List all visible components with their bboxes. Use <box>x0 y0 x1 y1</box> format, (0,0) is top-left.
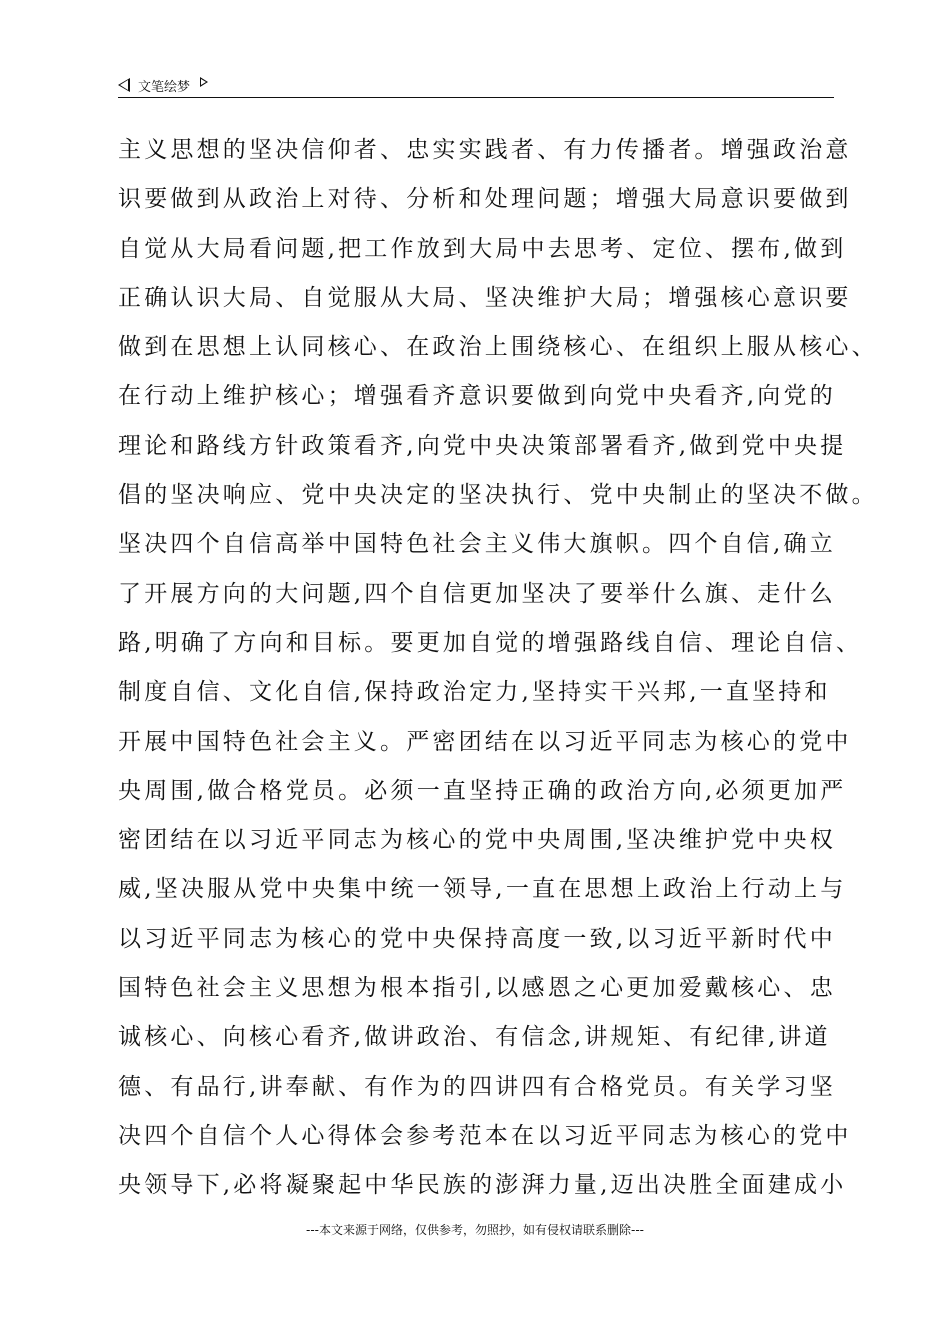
text-line: 在行动上维护核心；增强看齐意识要做到向党中央看齐,向党的 <box>118 383 836 410</box>
text-line: 做到在思想上认同核心、在政治上围绕核心、在组织上服从核心、 <box>118 334 878 361</box>
page-header <box>118 74 208 96</box>
text-line: 国特色社会主义思想为根本指引,以感恩之心更加爱戴核心、忠 <box>118 975 836 1002</box>
text-line: 倡的坚决响应、党中央决定的坚决执行、党中央制止的坚决不做。 <box>118 482 878 509</box>
text-line: 决四个自信个人心得体会参考范本在以习近平同志为核心的党中 <box>118 1122 852 1149</box>
triangle-right-icon <box>200 77 208 87</box>
text-line: 识要做到从政治上对待、分析和处理问题；增强大局意识要做到 <box>118 186 852 213</box>
text-line: 开展中国特色社会主义。严密团结在以习近平同志为核心的党中 <box>118 728 852 755</box>
text-line: 密团结在以习近平同志为核心的党中央周围,坚决维护党中央权 <box>118 827 836 854</box>
header-divider <box>118 97 834 98</box>
text-line: 路,明确了方向和目标。要更加自觉的增强路线自信、理论自信、 <box>118 629 863 656</box>
header-title: 文笔绘梦 <box>138 79 191 95</box>
text-line: 央周围,做合格党员。必须一直坚持正确的政治方向,必须更加严 <box>118 777 847 804</box>
text-line: 央领导下,必将凝聚起中华民族的澎湃力量,迈出决胜全面建成小 <box>118 1172 847 1199</box>
text-line: 正确认识大局、自觉服从大局、坚决维护大局；增强核心意识要 <box>118 284 852 311</box>
text-line: 了开展方向的大问题,四个自信更加坚决了要举什么旗、走什么 <box>118 580 836 607</box>
text-line: 自觉从大局看问题,把工作放到大局中去思考、定位、摆布,做到 <box>118 235 847 262</box>
triangle-left-icon <box>118 78 130 92</box>
text-line: 主义思想的坚决信仰者、忠实实践者、有力传播者。增强政治意 <box>118 137 852 163</box>
text-line: 理论和路线方针政策看齐,向党中央决策部署看齐,做到党中央提 <box>118 432 847 459</box>
text-line: 德、有品行,讲奉献、有作为的四讲四有合格党员。有关学习坚 <box>118 1073 836 1100</box>
text-line: 制度自信、文化自信,保持政治定力,坚持实干兴邦,一直坚持和 <box>118 679 831 706</box>
text-line: 诚核心、向核心看齐,做讲政治、有信念,讲规矩、有纪律,讲道 <box>118 1024 831 1051</box>
document-body <box>118 126 878 1211</box>
text-line: 威,坚决服从党中央集中统一领导,一直在思想上政治上行动上与 <box>118 876 847 903</box>
text-line: 以习近平同志为核心的党中央保持高度一致,以习近平新时代中 <box>118 925 836 952</box>
page-footer: ---本文来源于网络，仅供参考，勿照抄，如有侵权请联系删除--- <box>306 1223 644 1237</box>
text-line: 坚决四个自信高举中国特色社会主义伟大旗帜。四个自信,确立 <box>118 531 836 558</box>
